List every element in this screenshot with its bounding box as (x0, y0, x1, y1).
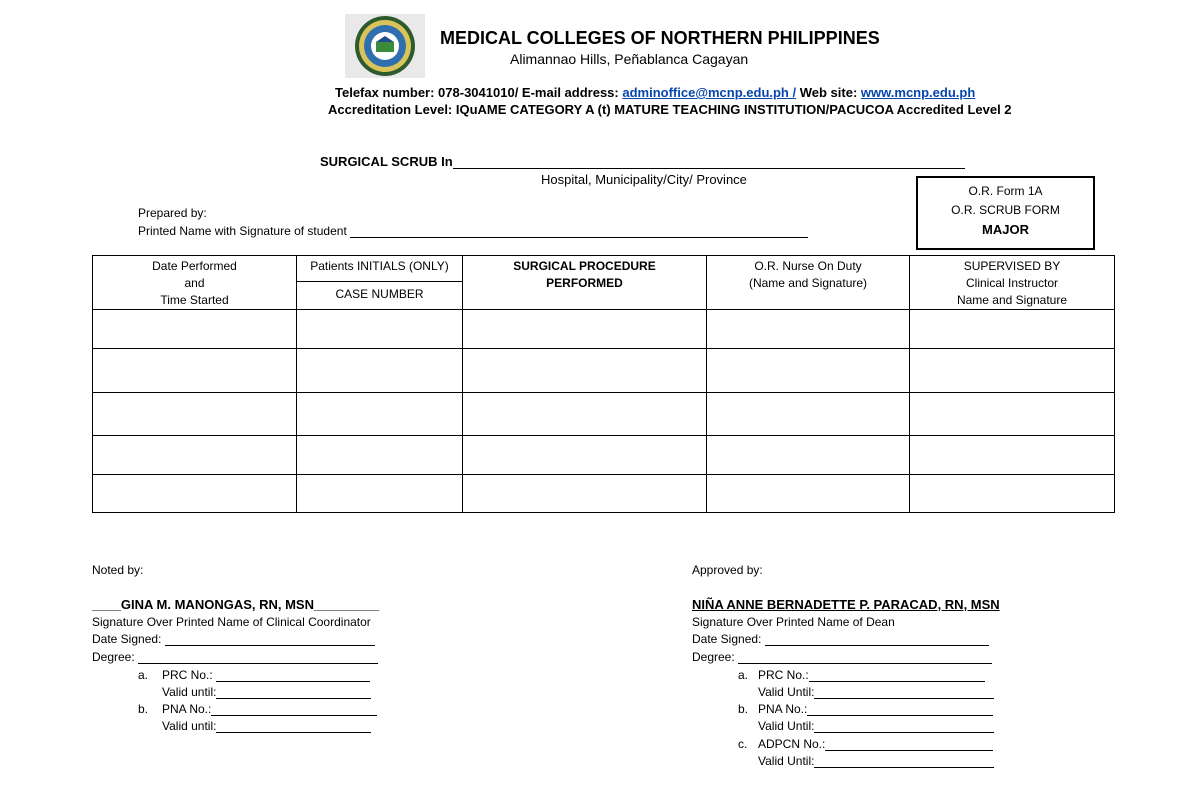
table-cell[interactable] (93, 349, 297, 393)
noted-degree-line (92, 650, 378, 664)
institution-seal-logo (345, 14, 425, 78)
table-cell[interactable] (707, 475, 910, 513)
noted-date-signed-blank[interactable] (165, 635, 375, 646)
list-marker: b. (738, 702, 749, 716)
table-cell[interactable] (463, 475, 707, 513)
prepared-by-label: Prepared by: (138, 206, 207, 220)
table-cell[interactable] (707, 349, 910, 393)
table-cell[interactable] (93, 436, 297, 475)
noted-pna-valid-line (162, 719, 371, 733)
approved-adpcn-blank[interactable] (825, 740, 993, 751)
table-cell[interactable] (910, 310, 1115, 349)
form-title: O.R. SCRUB FORM (951, 203, 1060, 217)
form-category: MAJOR (982, 222, 1029, 237)
noted-prc-line (138, 668, 370, 682)
table-cell[interactable] (93, 310, 297, 349)
table-cell[interactable] (297, 349, 463, 393)
approved-pna-line (738, 702, 993, 716)
approved-adpcn-valid-label: Valid Until: (758, 754, 815, 768)
noted-by-role: Signature Over Printed Name of Clinical Coordinator (92, 615, 371, 629)
table-cell[interactable] (910, 349, 1115, 393)
noted-date-signed-label: Date Signed: (92, 632, 162, 646)
surgical-scrub-line (320, 154, 965, 169)
table-cell[interactable] (910, 475, 1115, 513)
table-row (93, 436, 1115, 475)
table-row (93, 310, 1115, 349)
header-case-number: CASE NUMBER (297, 282, 463, 310)
noted-degree-label: Degree: (92, 650, 135, 664)
header-patient-initials: Patients INITIALS (ONLY) (297, 256, 463, 282)
institution-address: Alimannao Hills, Peñablanca Cagayan (510, 51, 749, 67)
website-link[interactable]: www.mcnp.edu.ph (860, 85, 976, 100)
form-id-box (916, 176, 1095, 250)
table-row (93, 393, 1115, 436)
approved-degree-line (692, 650, 992, 664)
list-marker: a. (138, 668, 149, 682)
table-row (93, 475, 1115, 513)
table-cell[interactable] (297, 393, 463, 436)
approved-prc-blank[interactable] (809, 671, 985, 682)
hospital-caption: Hospital, Municipality/City/ Province (541, 172, 747, 187)
header-supervised-by: SUPERVISED BY Clinical Instructor Name and Signature (910, 256, 1115, 310)
noted-degree-blank[interactable] (138, 653, 378, 664)
noted-pna-valid-blank[interactable] (216, 722, 371, 733)
approved-adpcn-label: ADPCN No.: (758, 737, 826, 751)
noted-prc-valid-line (162, 685, 371, 699)
table-cell[interactable] (297, 475, 463, 513)
institution-name: MEDICAL COLLEGES OF NORTHERN PHILIPPINES (440, 28, 880, 48)
approved-pna-valid-line (758, 719, 994, 733)
noted-pna-line (138, 702, 377, 716)
table-cell[interactable] (297, 310, 463, 349)
student-signature-blank[interactable] (350, 227, 808, 238)
table-cell[interactable] (463, 393, 707, 436)
table-cell[interactable] (93, 475, 297, 513)
list-marker: a. (738, 668, 749, 682)
header-date-performed: Date Performed and Time Started (93, 256, 297, 310)
printed-name-label: Printed Name with Signature of student (138, 224, 347, 238)
approved-pna-valid-label: Valid Until: (758, 719, 815, 733)
header-surgical-procedure: SURGICAL PROCEDURE PERFORMED (463, 256, 707, 310)
table-cell[interactable] (297, 436, 463, 475)
noted-prc-blank[interactable] (216, 671, 370, 682)
form-number: O.R. Form 1A (968, 184, 1043, 198)
table-cell[interactable] (93, 393, 297, 436)
list-marker: b. (138, 702, 149, 716)
printed-name-line (138, 224, 808, 238)
approved-degree-blank[interactable] (738, 653, 992, 664)
approved-prc-valid-blank[interactable] (814, 688, 994, 699)
table-cell[interactable] (707, 310, 910, 349)
approved-by-label: Approved by: (692, 563, 763, 577)
noted-prc-valid-label: Valid until: (162, 685, 217, 699)
approved-adpcn-line (738, 737, 993, 751)
surgical-scrub-label: SURGICAL SCRUB In (320, 154, 453, 169)
noted-by-label: Noted by: (92, 563, 144, 577)
approved-adpcn-valid-blank[interactable] (814, 757, 994, 768)
table-cell[interactable] (910, 393, 1115, 436)
table-cell[interactable] (463, 310, 707, 349)
accreditation-line: Accreditation Level: IQuAME CATEGORY A (t) MATURE TEACHING INSTITUTION/PACUCOA Accredited Level 2 (328, 102, 1012, 117)
approved-degree-label: Degree: (692, 650, 735, 664)
table-cell[interactable] (463, 436, 707, 475)
table-cell[interactable] (910, 436, 1115, 475)
scrub-log-table (92, 255, 1115, 513)
email-link[interactable]: adminoffice@mcnp.edu.ph / (622, 85, 797, 100)
list-marker: c. (738, 737, 748, 751)
table-row (93, 349, 1115, 393)
header-or-nurse: O.R. Nurse On Duty (Name and Signature) (707, 256, 910, 310)
approved-pna-valid-blank[interactable] (814, 722, 994, 733)
approved-prc-line (738, 668, 985, 682)
noted-pna-valid-label: Valid until: (162, 719, 217, 733)
noted-pna-blank[interactable] (211, 705, 377, 716)
approved-adpcn-valid-line (758, 754, 994, 768)
table-cell[interactable] (707, 436, 910, 475)
table-cell[interactable] (463, 349, 707, 393)
contact-line (335, 85, 975, 100)
table-cell[interactable] (707, 393, 910, 436)
telefax-label: Telefax number: 078-3041010/ E-mail address: (335, 85, 619, 100)
approved-date-signed-blank[interactable] (765, 635, 989, 646)
approved-date-signed-label: Date Signed: (692, 632, 762, 646)
noted-prc-valid-blank[interactable] (216, 688, 371, 699)
website-label: Web site: (799, 85, 858, 100)
approved-pna-label: PNA No.: (758, 702, 808, 716)
hospital-blank[interactable] (453, 157, 965, 169)
approved-pna-blank[interactable] (807, 705, 993, 716)
noted-pna-label: PNA No.: (162, 702, 212, 716)
noted-prc-label: PRC No.: (162, 668, 213, 682)
approved-by-role: Signature Over Printed Name of Dean (692, 615, 895, 629)
approved-by-name: NIÑA ANNE BERNADETTE P. PARACAD, RN, MSN (692, 597, 1000, 612)
approved-prc-valid-line (758, 685, 994, 699)
approved-date-signed-line (692, 632, 989, 646)
approved-prc-valid-label: Valid Until: (758, 685, 815, 699)
noted-date-signed-line (92, 632, 375, 646)
approved-prc-label: PRC No.: (758, 668, 809, 682)
noted-by-name: ____GINA M. MANONGAS, RN, MSN_________ (92, 597, 380, 612)
